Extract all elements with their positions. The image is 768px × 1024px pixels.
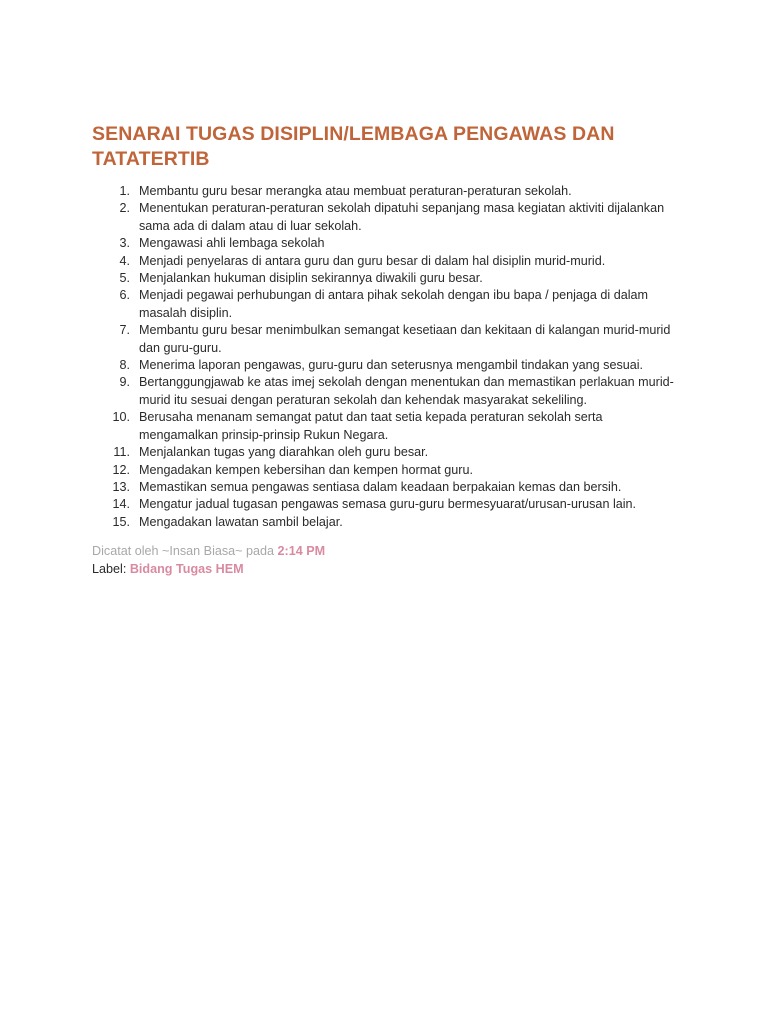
item-number: 14. (112, 497, 130, 512)
item-text: Mengatur jadual tugasan pengawas semasa guru-guru bermesyuarat/urusan-urusan lain. (139, 497, 637, 512)
item-text: Bertanggungjawab ke atas imej sekolah dengan menentukan dan memastikan perlakuan murid-murid itu sesuai dengan peraturan sekolah dan kehendak masyarakat sekeliling. (139, 375, 674, 407)
item-text: Mengadakan lawatan sambil belajar. (139, 514, 343, 529)
item-number: 12. (112, 462, 130, 477)
item-text: Membantu guru besar menimbulkan semangat kesetiaan dan kekitaan di kalangan murid-murid dan guru-guru. (139, 323, 671, 355)
item-number: 3. (119, 236, 130, 251)
list-item (92, 183, 682, 200)
posted-by-line (92, 543, 682, 560)
list-item (92, 409, 682, 444)
item-text: Menerima laporan pengawas, guru-guru dan seterusnya mengambil tindakan yang sesuai. (139, 358, 644, 373)
item-text: Mengadakan kempen kebersihan dan kempen hormat guru. (139, 462, 473, 477)
list-item (92, 253, 682, 270)
post-footer (92, 543, 682, 578)
list-item (92, 200, 682, 235)
list-item (92, 479, 682, 496)
list-item (92, 357, 682, 374)
item-number: 2. (119, 201, 130, 216)
item-text: Berusaha menanam semangat patut dan taat setia kepada peraturan sekolah serta mengamalkan prinsip-prinsip Rukun Negara. (139, 410, 603, 442)
post-timestamp-link[interactable]: 2:14 PM (277, 544, 326, 559)
item-number: 4. (119, 253, 130, 268)
item-text: Menjalankan hukuman disiplin sekirannya diwakili guru besar. (139, 271, 483, 286)
item-number: 6. (119, 288, 130, 303)
item-number: 5. (119, 271, 130, 286)
list-item (92, 496, 682, 513)
list-item (92, 235, 682, 252)
item-number: 13. (112, 479, 130, 494)
item-number: 9. (119, 375, 130, 390)
post-title: SENARAI TUGAS DISIPLIN/LEMBAGA PENGAWAS DAN TATATERTIB (92, 123, 615, 170)
item-number: 1. (119, 184, 130, 198)
list-item (92, 322, 682, 357)
item-text: Memastikan semua pengawas sentiasa dalam keadaan berpakaian kemas dan bersih. (139, 479, 622, 494)
list-item (92, 444, 682, 461)
item-text: Mengawasi ahli lembaga sekolah (139, 236, 325, 251)
posted-by-text: Dicatat oleh ~Insan Biasa~ pada (92, 544, 278, 559)
list-item (92, 287, 682, 322)
list-item (92, 462, 682, 479)
item-number: 8. (119, 358, 130, 373)
item-number: 10. (112, 410, 130, 425)
item-text: Menjalankan tugas yang diarahkan oleh guru besar. (139, 445, 429, 460)
label-prefix: Label: (92, 561, 130, 576)
item-number: 11. (113, 445, 130, 460)
item-text: Menjadi pegawai perhubungan di antara pihak sekolah dengan ibu bapa / penjaga di dalam masalah disiplin. (139, 288, 649, 320)
item-text: Menjadi penyelaras di antara guru dan guru besar di dalam hal disiplin murid-murid. (139, 253, 606, 268)
item-number: 15. (112, 514, 130, 529)
label-line (92, 561, 682, 578)
blog-post (92, 122, 682, 578)
list-item (92, 514, 682, 531)
label-link-bidang-tugas-hem[interactable]: Bidang Tugas HEM (129, 561, 244, 576)
duty-list (92, 183, 682, 531)
item-number: 7. (119, 323, 130, 338)
item-text: Membantu guru besar merangka atau membuat peraturan-peraturan sekolah. (139, 184, 572, 198)
list-item (92, 270, 682, 287)
list-item (92, 374, 682, 409)
item-text: Menentukan peraturan-peraturan sekolah dipatuhi sepanjang masa kegiatan aktiviti dijalankan sama ada di dalam atau di luar sekolah. (139, 201, 665, 233)
